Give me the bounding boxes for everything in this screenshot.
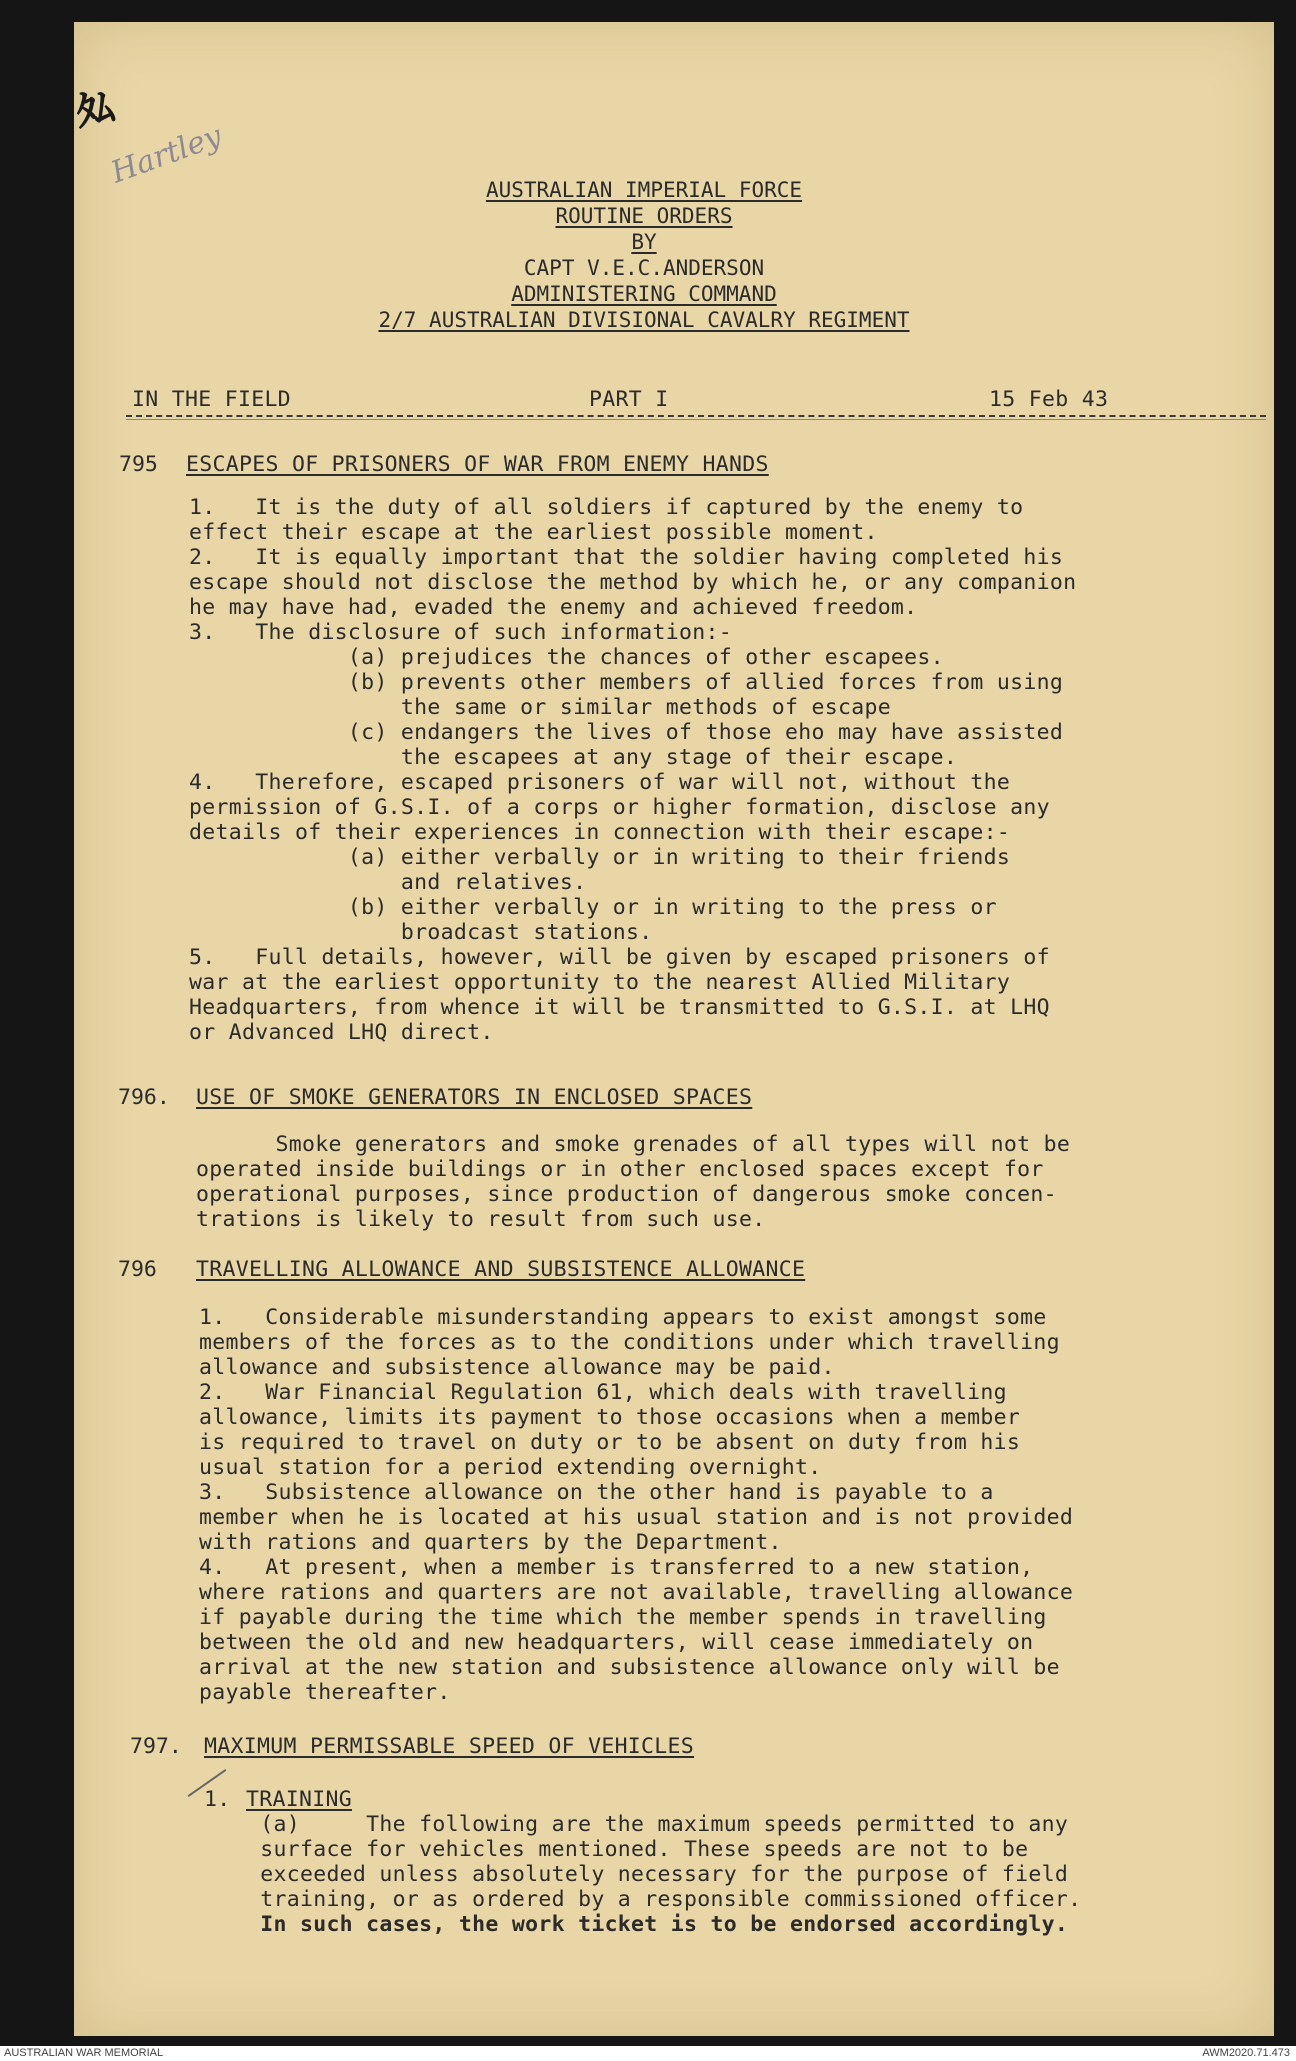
text-line: (c) endangers the lives of those eho may have assisted bbox=[189, 720, 1064, 745]
text-line: allowance, limits its payment to those occasions when a member bbox=[199, 1405, 1021, 1430]
text-line: 2. War Financial Regulation 61, which deals with travelling bbox=[199, 1380, 1007, 1405]
text-line: 5. Full details, however, will be given by escaped prisoners of bbox=[189, 945, 1050, 970]
part-label: PART I bbox=[589, 387, 669, 412]
text-line: 1. It is the duty of all soldiers if captured by the enemy to bbox=[189, 495, 1024, 520]
divider-rule bbox=[126, 415, 1266, 417]
section-title: TRAVELLING ALLOWANCE AND SUBSISTENCE ALLOWANCE bbox=[196, 1257, 806, 1282]
text-line: trations is likely to result from such use. bbox=[196, 1207, 766, 1232]
text-line: (a) either verbally or in writing to their friends bbox=[189, 845, 1011, 870]
text-line: and relatives. bbox=[189, 870, 587, 895]
footer-bar bbox=[0, 2046, 1296, 2061]
section-body bbox=[196, 1132, 1070, 1232]
section-body bbox=[189, 495, 1076, 1045]
text-line: members of the forces as to the conditions under which travelling bbox=[199, 1330, 1060, 1355]
text-line: if payable during the time which the member spends in travelling bbox=[199, 1605, 1047, 1630]
text-line: Smoke generators and smoke grenades of all types will not be bbox=[196, 1132, 1071, 1157]
text-line: details of their experiences in connection with their escape:- bbox=[189, 820, 1011, 845]
header-block bbox=[274, 177, 1014, 333]
text-line: (a) The following are the maximum speeds permitted to any bbox=[194, 1812, 1069, 1837]
section-number: 797. bbox=[130, 1734, 182, 1759]
text-line: is required to travel on duty or to be absent on duty from his bbox=[199, 1430, 1021, 1455]
text-line: surface for vehicles mentioned. These speeds are not to be bbox=[194, 1837, 1029, 1862]
text-line: training, or as ordered by a responsible commissioned officer. bbox=[194, 1887, 1082, 1912]
footer-source: AUSTRALIAN WAR MEMORIAL bbox=[4, 2047, 164, 2059]
text-line: with rations and quarters by the Department. bbox=[199, 1530, 782, 1555]
text-line: 4. Therefore, escaped prisoners of war will not, without the bbox=[189, 770, 1011, 795]
header-line: CAPT V.E.C.ANDERSON bbox=[523, 256, 765, 280]
header-line: 2/7 AUSTRALIAN DIVISIONAL CAVALRY REGIMENT bbox=[378, 308, 910, 332]
text-line: In such cases, the work ticket is to be endorsed accordingly. bbox=[194, 1912, 1069, 1937]
date-label: 15 Feb 43 bbox=[989, 387, 1109, 412]
header-line: ADMINISTERING COMMAND bbox=[511, 282, 777, 306]
text-line: payable thereafter. bbox=[199, 1680, 451, 1705]
subsection-number: 1. bbox=[204, 1787, 231, 1812]
section-number: 796 bbox=[118, 1257, 157, 1282]
text-line: 4. At present, when a member is transferred to a new station, bbox=[199, 1555, 1034, 1580]
text-line: Headquarters, from whence it will be transmitted to G.S.I. at LHQ bbox=[189, 995, 1050, 1020]
subsection-title: TRAINING bbox=[246, 1787, 352, 1812]
text-line: (b) prevents other members of allied forces from using bbox=[189, 670, 1064, 695]
text-line: 2. It is equally important that the soldier having completed his bbox=[189, 545, 1064, 570]
text-line: between the old and new headquarters, will cease immediately on bbox=[199, 1630, 1034, 1655]
section-body bbox=[199, 1305, 1073, 1705]
text-line: the escapees at any stage of their escape. bbox=[189, 745, 958, 770]
section-body bbox=[194, 1812, 1081, 1937]
handwritten-mark: ﾀﾑ bbox=[73, 82, 114, 137]
text-line: operated inside buildings or in other enclosed spaces except for bbox=[196, 1157, 1044, 1182]
section-number: 795 bbox=[119, 452, 158, 477]
text-line: 3. The disclosure of such information:- bbox=[189, 620, 733, 645]
text-line: he may have had, evaded the enemy and achieved freedom. bbox=[189, 595, 918, 620]
text-line: the same or similar methods of escape bbox=[189, 695, 891, 720]
text-line: or Advanced LHQ direct. bbox=[189, 1020, 494, 1045]
text-line: (a) prejudices the chances of other escapees. bbox=[189, 645, 944, 670]
text-line: effect their escape at the earliest possible moment. bbox=[189, 520, 878, 545]
text-line: member when he is located at his usual station and is not provided bbox=[199, 1505, 1074, 1530]
location-label: IN THE FIELD bbox=[132, 387, 291, 412]
section-number: 796. bbox=[118, 1085, 170, 1110]
text-line: allowance and subsistence allowance may be paid. bbox=[199, 1355, 835, 1380]
section-title: ESCAPES OF PRISONERS OF WAR FROM ENEMY HANDS bbox=[186, 452, 769, 477]
section-title: USE OF SMOKE GENERATORS IN ENCLOSED SPACES bbox=[196, 1085, 753, 1110]
header-line: AUSTRALIAN IMPERIAL FORCE bbox=[485, 178, 803, 202]
text-line: escape should not disclose the method by which he, or any companion bbox=[189, 570, 1077, 595]
section-title: MAXIMUM PERMISSABLE SPEED OF VEHICLES bbox=[204, 1734, 695, 1759]
text-line: usual station for a period extending overnight. bbox=[199, 1455, 822, 1480]
header-line: ROUTINE ORDERS bbox=[555, 204, 733, 228]
text-line: exceeded unless absolutely necessary for the purpose of field bbox=[194, 1862, 1069, 1887]
text-line: (b) either verbally or in writing to the press or bbox=[189, 895, 997, 920]
header-line: BY bbox=[631, 230, 657, 254]
text-line: permission of G.S.I. of a corps or higher formation, disclose any bbox=[189, 795, 1050, 820]
text-line: 3. Subsistence allowance on the other hand is payable to a bbox=[199, 1480, 994, 1505]
text-line: 1. Considerable misunderstanding appears to exist amongst some bbox=[199, 1305, 1047, 1330]
handwritten-name: Hartley bbox=[106, 118, 227, 191]
text-line: operational purposes, since production of dangerous smoke concen- bbox=[196, 1182, 1057, 1207]
text-line: war at the earliest opportunity to the nearest Allied Military bbox=[189, 970, 1011, 995]
document-page bbox=[74, 22, 1274, 2036]
text-line: arrival at the new station and subsistence allowance only will be bbox=[199, 1655, 1060, 1680]
footer-reference: AWM2020.71.473 bbox=[1202, 2047, 1290, 2059]
divider-rule bbox=[126, 419, 1266, 420]
text-line: where rations and quarters are not available, travelling allowance bbox=[199, 1580, 1074, 1605]
text-line: broadcast stations. bbox=[189, 920, 653, 945]
